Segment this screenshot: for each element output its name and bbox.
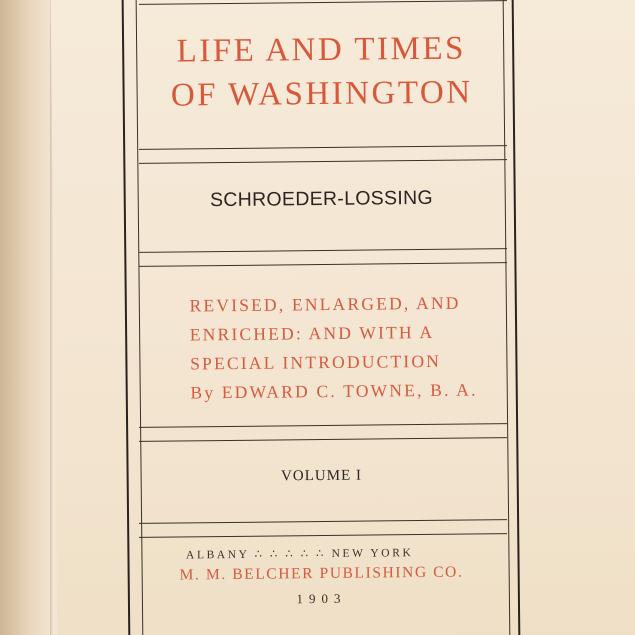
imprint-year: 1903: [296, 590, 347, 607]
edition-statement: [189, 288, 480, 407]
facing-page: [0, 0, 52, 635]
edition-line: SPECIAL INTRODUCTION: [190, 350, 442, 374]
title-line: OF WASHINGTON: [170, 74, 473, 114]
volume-label: VOLUME I: [280, 467, 363, 485]
imprint-places: ALBANY ∴ ∴ ∴ ∴ ∴ NEW YORK: [185, 547, 414, 562]
author-name: SCHROEDER-LOSSING: [209, 186, 434, 212]
book-title: [144, 26, 500, 118]
edition-line: REVISED, ENLARGED, AND: [189, 292, 461, 316]
edition-line: By EDWARD C. TOWNE, B. A.: [190, 379, 478, 403]
title-line: LIFE AND TIMES: [176, 30, 467, 70]
edition-line: ENRICHED: AND WITH A: [189, 321, 435, 345]
imprint-publisher: M. M. BELCHER PUBLISHING CO.: [179, 563, 464, 584]
